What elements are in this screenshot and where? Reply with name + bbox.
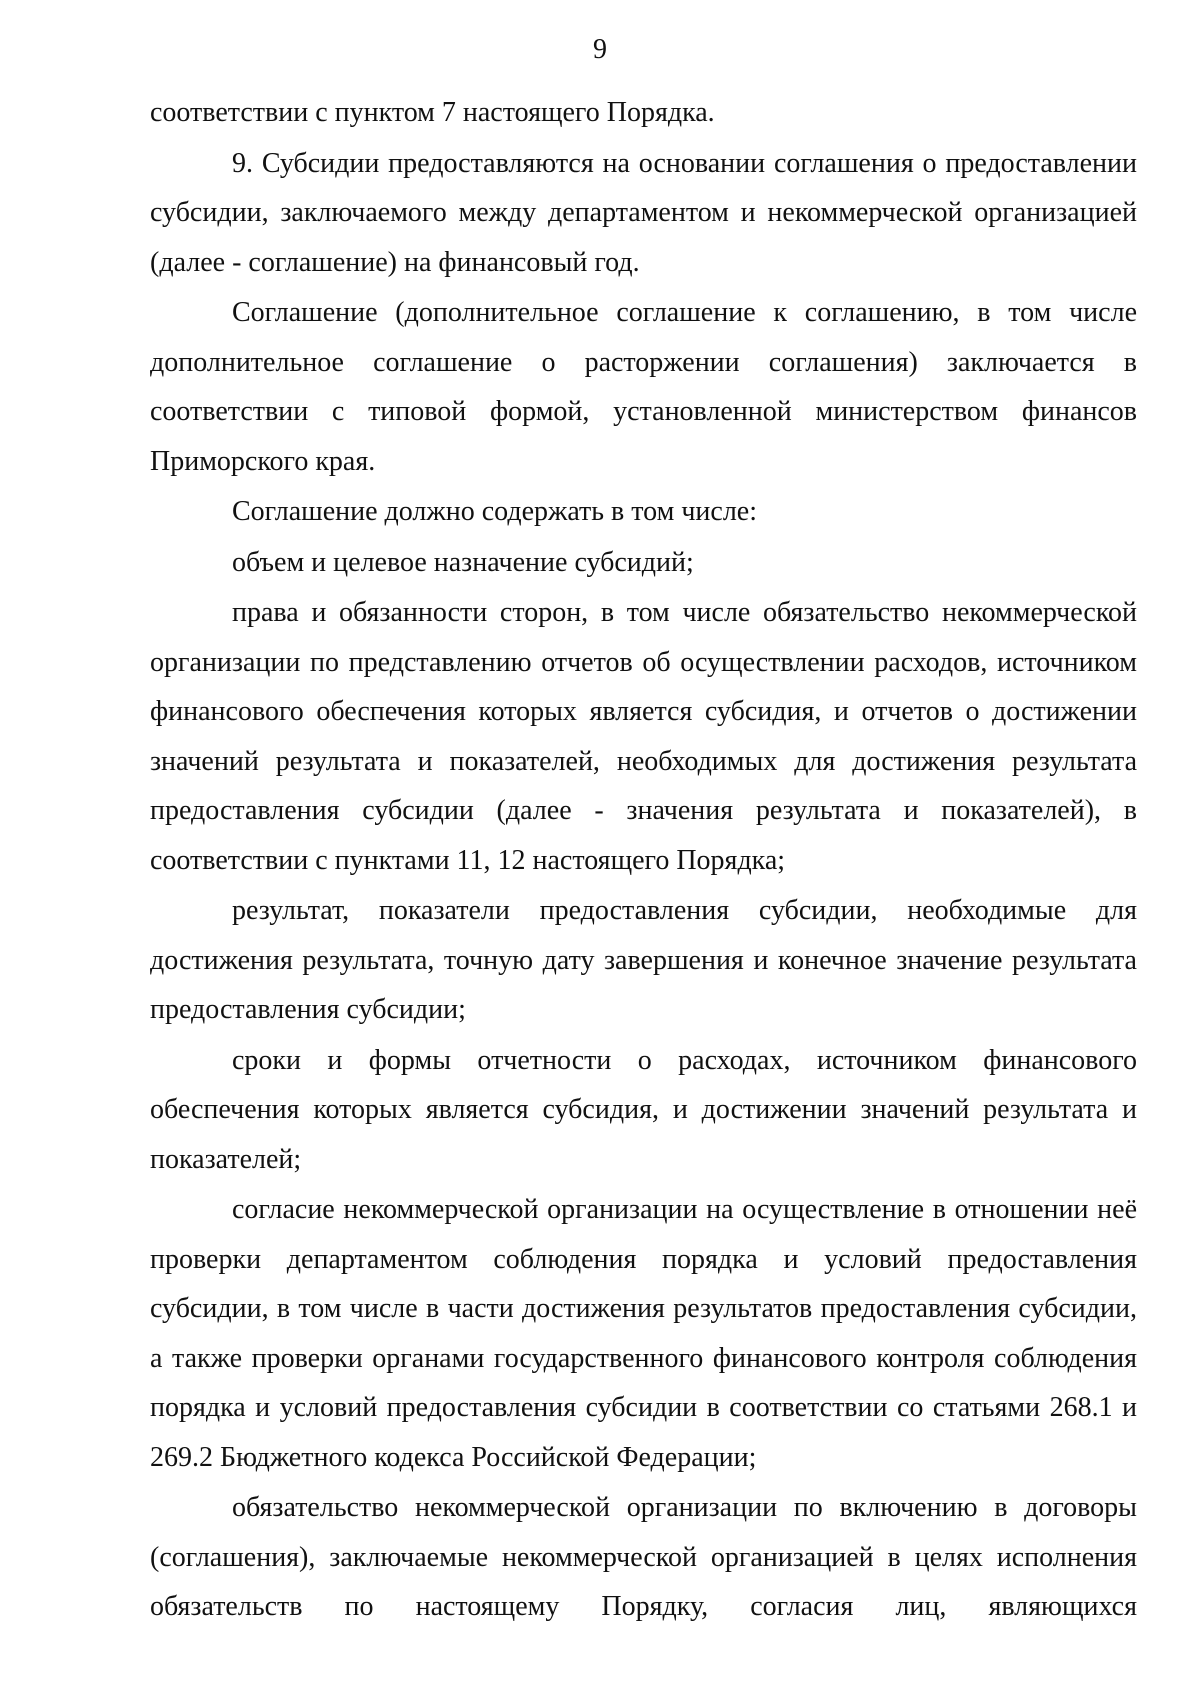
paragraph-agreement-form: Соглашение (дополнительное соглашение к соглашению, в том числе дополнительное соглашение о расторжении соглашения) заключается в соответствии с типовой формой, установленной министерством финансов Приморского края. — [150, 297, 1137, 477]
page-number: 9 — [593, 34, 607, 65]
paragraph-item-9: 9. Субсидии предоставляются на основании соглашения о предоставлении субсидии, заключаемого между департаментом и некоммерческой организацией (далее - соглашение) на финансовый год. — [150, 147, 1137, 278]
document-body — [150, 88, 1137, 1632]
list-item-result: результат, показатели предоставления субсидии, необходимые для достижения результата, точную дату завершения и конечное значение результата предоставления субсидии; — [150, 895, 1137, 1025]
paragraph-agreement-contents: Соглашение должно содержать в том числе: — [232, 496, 757, 527]
list-item-obligation: обязательство некоммерческой организации по включению в договоры (соглашения), заключаемые некоммерческой организацией в целях исполнения обязательств по настоящему Порядку, согласия лиц, являющихся — [150, 1492, 1137, 1622]
list-item-rights: права и обязанности сторон, в том числе обязательство некоммерческой организации по представлению отчетов об осуществлении расходов, источником финансового обеспечения которых является субсидия, и отчетов о достижении значений результата и показателей, необходимых для достижения результата предоставления субсидии (далее - значения результата и показателей), в соответствии с пунктами 11, 12 настоящего Порядка; — [150, 597, 1137, 876]
list-item-reporting: сроки и формы отчетности о расходах, источником финансового обеспечения которых является субсидия, и достижении значений результата и показателей; — [150, 1044, 1137, 1175]
paragraph-continuation: соответствии с пунктом 7 настоящего Порядка. — [150, 97, 715, 128]
list-item-volume: объем и целевое назначение субсидий; — [232, 546, 694, 578]
list-item-consent: согласие некоммерческой организации на осуществление в отношении неё проверки департаментом соблюдения порядка и условий предоставления субсидии, в том числе в части достижения результатов предоставления субсидии, а также проверки органами государственного финансового контроля соблюдения порядка и условий предоставления субсидии в соответствии со статьями 268.1 и 269.2 Бюджетного кодекса Российской Федерации; — [150, 1194, 1137, 1473]
